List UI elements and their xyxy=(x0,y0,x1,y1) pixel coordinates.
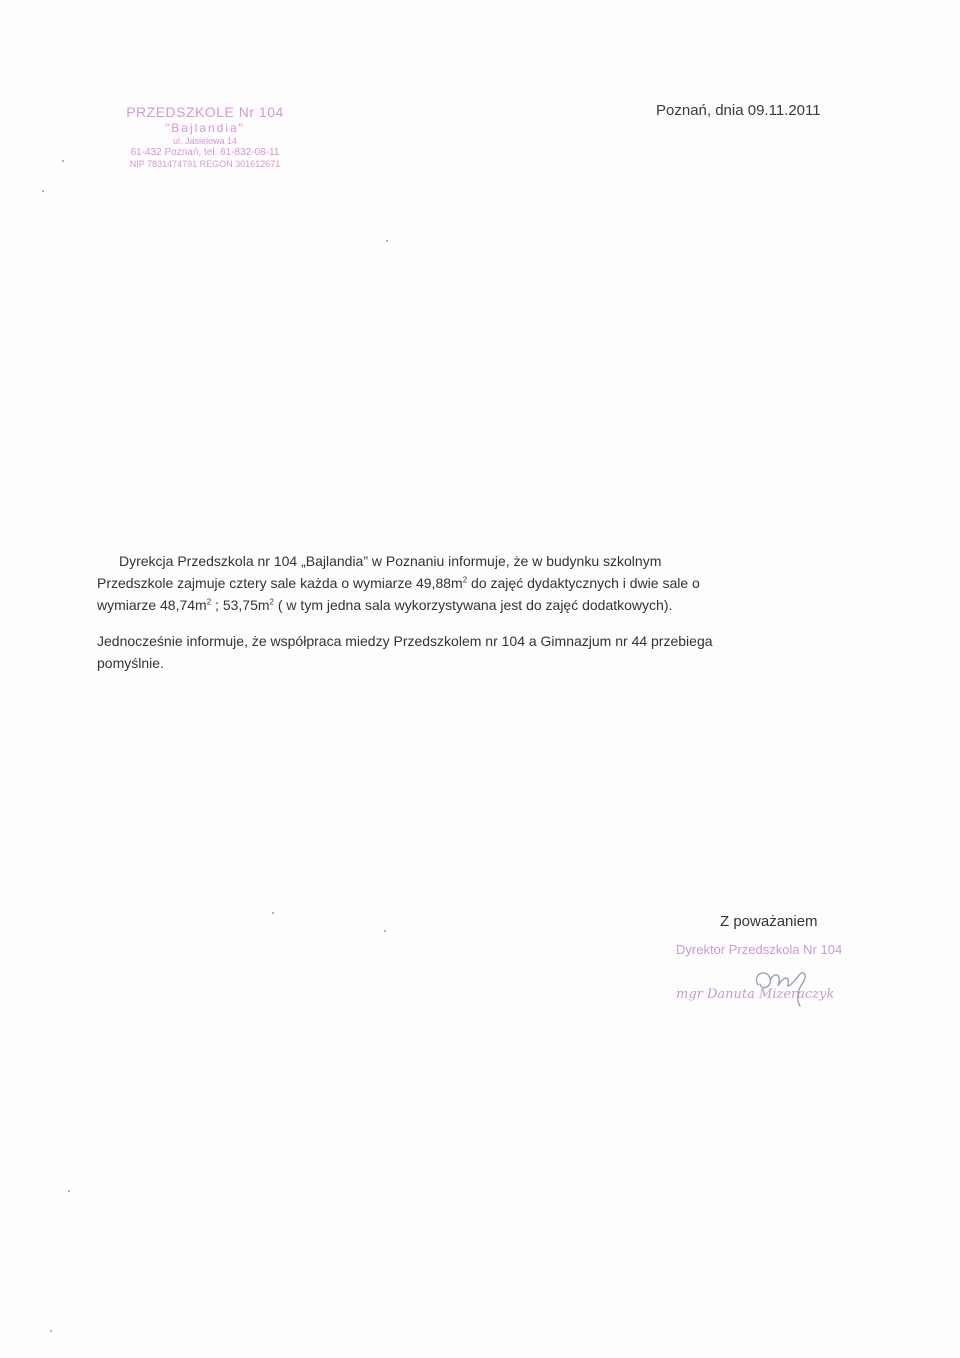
scan-speck xyxy=(50,1330,52,1332)
paragraph-1 xyxy=(97,550,837,616)
stamp-street: ul. Jasielowa 14 xyxy=(172,136,238,146)
closing-salutation: Z poważaniem xyxy=(720,913,818,930)
paragraph-2-line-1: Jednocześnie informuje, że współpraca miedzy Przedszkolem nr 104 a Gimnazjum nr 44 przebiega xyxy=(97,633,713,649)
paragraph-1-line-3-start: wymiarze 48,74m xyxy=(97,597,207,613)
document-date: Poznań, dnia 09.11.2011 xyxy=(656,102,821,119)
institution-stamp xyxy=(80,104,330,169)
stamp-city-phone: 61-432 Poznań, tel. 61-832-08-11 xyxy=(130,147,280,158)
scan-speck xyxy=(62,160,64,162)
paragraph-2-line-2: pomyślnie. xyxy=(97,655,164,671)
paragraph-1-line-2-end: do zajęć dydaktycznych i dwie sale o xyxy=(467,575,700,591)
paragraph-1-line-3-middle: ; 53,75m xyxy=(211,597,270,613)
paragraph-1-line-3-end: ( w tym jedna sala wykorzystywana jest do zajęć dodatkowych). xyxy=(273,597,673,613)
stamp-tax-ids: NIP 7831474791 REGON 301612671 xyxy=(129,159,281,169)
paragraph-1-line-1: Dyrekcja Przedszkola nr 104 „Bajlandia” w Poznaniu informuje, że w budynku szkolnym xyxy=(119,553,662,569)
superscript: 2 xyxy=(462,575,468,585)
letter-body xyxy=(97,550,837,674)
stamp-institution-name: PRZEDSZKOLE Nr 104 xyxy=(126,104,284,120)
scan-speck xyxy=(68,1190,70,1192)
scan-speck xyxy=(42,190,44,192)
superscript: 2 xyxy=(206,597,212,607)
paragraph-2 xyxy=(97,630,837,674)
scan-speck xyxy=(272,912,274,914)
handwritten-signature xyxy=(748,960,818,1010)
signatory-name: mgr Danuta Mizeraczyk xyxy=(676,987,835,1002)
scan-speck xyxy=(384,930,386,932)
superscript: 2 xyxy=(269,597,274,607)
stamp-institution-nickname: "Bajlandia" xyxy=(165,121,245,135)
signatory-title: Dyrektor Przedszkola Nr 104 xyxy=(676,942,843,957)
paragraph-1-line-2-start: Przedszkole zajmuje cztery sale każda o wymiarze 49,88m xyxy=(97,575,463,591)
scan-speck xyxy=(386,240,388,242)
